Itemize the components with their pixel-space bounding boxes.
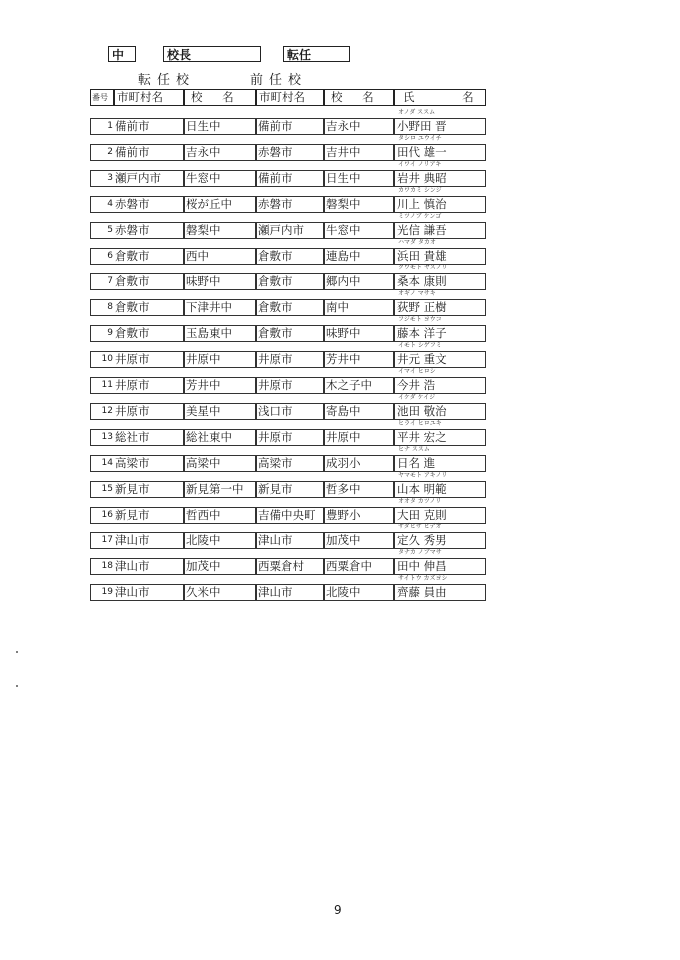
prev-city-cell: 新見市 [256,481,324,498]
prev-school-cell: 井原中 [324,429,394,446]
prev-city-cell: 備前市 [256,170,324,187]
prev-school-cell: 郷内中 [324,273,394,290]
prev-city-cell: 浅口市 [256,403,324,420]
new-school-cell: 総社東中 [184,429,256,446]
col-header-prev-school: 校 名 [324,89,394,106]
prev-school-cell: 加茂中 [324,532,394,549]
new-school-cell: 牛窓中 [184,170,256,187]
name-reading: オギノ マサキ [398,290,436,298]
new-city-cell: 津山市 [114,558,184,575]
table-row [90,134,486,161]
name-reading: タシロ ユウイチ [398,134,442,142]
previous-school-heading: 前任校 [250,73,308,88]
page-number: 9 [334,903,342,917]
name-reading: サイトウ カズヨシ [398,575,448,583]
name-cell: 井元 重文 [394,351,486,368]
new-city-cell: 赤磐市 [114,222,184,239]
prev-school-cell: 北陵中 [324,584,394,601]
prev-school-cell: 味野中 [324,325,394,342]
name-reading: オオタ カツノリ [398,497,442,505]
new-school-cell: 磐梨中 [184,222,256,239]
new-city-cell: 備前市 [114,144,184,161]
new-school-cell: 吉永中 [184,144,256,161]
prev-city-cell: 西粟倉村 [256,558,324,575]
new-city-cell: 津山市 [114,532,184,549]
prev-school-cell: 連島中 [324,248,394,265]
table-row [90,497,486,524]
table-row [90,342,486,368]
new-school-cell: 久米中 [184,584,256,601]
new-city-cell: 新見市 [114,507,184,524]
new-city-cell: 赤磐市 [114,196,184,213]
row-number: 10 [90,351,114,368]
new-city-cell: 井原市 [114,351,184,368]
prev-city-cell: 倉敷市 [256,273,324,290]
new-school-cell: 日生中 [184,118,256,135]
name-cell: 池田 敬治 [394,403,486,420]
prev-city-cell: 高梁市 [256,455,324,472]
row-number: 13 [90,429,114,446]
row-number: 1 [90,118,114,135]
name-cell: 荻野 正樹 [394,299,486,316]
prev-school-cell: 成羽小 [324,455,394,472]
new-city-cell: 倉敷市 [114,325,184,342]
new-school-cell: 新見第一中 [184,481,256,498]
row-number: 6 [90,248,114,265]
table-row [90,316,486,342]
name-cell: 光信 謙吾 [394,222,486,239]
name-reading: イワイ ノリアキ [398,160,442,168]
prev-school-cell: 木之子中 [324,377,394,394]
new-school-cell: 高梁中 [184,455,256,472]
col-header-number: 番号 [90,89,114,106]
row-number: 12 [90,403,114,420]
prev-city-cell: 倉敷市 [256,248,324,265]
table-row [90,264,486,290]
row-number: 3 [90,170,114,187]
school-type-box: 中 [108,46,136,62]
new-city-cell: 井原市 [114,403,184,420]
new-school-cell: 玉島東中 [184,325,256,342]
table-row [90,290,486,316]
row-number: 18 [90,558,114,575]
name-reading: カワカミ シンジ [398,186,442,194]
table-row [90,160,486,187]
prev-school-cell: 寄島中 [324,403,394,420]
row-number: 17 [90,532,114,549]
new-city-cell: 倉敷市 [114,299,184,316]
new-city-cell: 備前市 [114,118,184,135]
new-school-cell: 桜が丘中 [184,196,256,213]
prev-city-cell: 赤磐市 [256,196,324,213]
name-cell: 平井 宏之 [394,429,486,446]
table-row [90,186,486,213]
table-row [90,471,486,498]
table-row [90,419,486,446]
prev-school-cell: 吉永中 [324,118,394,135]
name-reading: ハマダ タカオ [398,238,436,246]
scan-speck [16,685,18,687]
table-row [90,109,486,135]
col-header-prev-city: 市町村名 [256,89,324,106]
name-cell: 田中 伸昌 [394,558,486,575]
table-row [90,212,486,239]
row-number: 14 [90,455,114,472]
name-reading: ミツノブ ケンゴ [398,212,442,220]
name-reading: ヤマモト アキノリ [398,471,448,479]
prev-city-cell: 倉敷市 [256,325,324,342]
new-city-cell: 高梁市 [114,455,184,472]
new-city-cell: 瀬戸内市 [114,170,184,187]
name-cell: 小野田 晋 [394,118,486,135]
prev-school-cell: 西粟倉中 [324,558,394,575]
scan-speck [16,651,18,653]
new-city-cell: 新見市 [114,481,184,498]
new-city-cell: 倉敷市 [114,248,184,265]
prev-city-cell: 赤磐市 [256,144,324,161]
col-header-new-school: 校 名 [184,89,256,106]
prev-city-cell: 津山市 [256,532,324,549]
prev-city-cell: 倉敷市 [256,299,324,316]
prev-city-cell: 瀬戸内市 [256,222,324,239]
col-header-new-city: 市町村名 [114,89,184,106]
name-reading: タナカ ノブマサ [398,549,442,557]
name-reading: イマイ ヒロシ [398,368,436,375]
name-cell: 山本 明範 [394,481,486,498]
prev-city-cell: 備前市 [256,118,324,135]
name-reading: クワモト ヤスノリ [398,264,448,272]
prev-school-cell: 豊野小 [324,507,394,524]
name-cell: 川上 慎治 [394,196,486,213]
table-row [90,393,486,420]
new-school-cell: 西中 [184,248,256,265]
action-box: 転任 [283,46,350,62]
name-reading: ヒナ ススム [398,445,430,453]
name-reading: イケダ ケイジ [398,393,436,401]
name-cell: 今井 浩 [394,377,486,394]
prev-city-cell: 津山市 [256,584,324,601]
new-school-cell: 下津井中 [184,299,256,316]
row-number: 11 [90,377,114,394]
name-cell: 日名 進 [394,455,486,472]
prev-school-cell: 牛窓中 [324,222,394,239]
row-number: 7 [90,273,114,290]
table-row [90,368,486,394]
new-school-cell: 芳井中 [184,377,256,394]
table-row [90,575,486,601]
col-header-name: 氏 名 [394,89,486,106]
new-school-heading: 転任校 [138,73,196,88]
prev-school-cell: 日生中 [324,170,394,187]
prev-city-cell: 井原市 [256,429,324,446]
new-school-cell: 井原中 [184,351,256,368]
name-cell: 田代 雄一 [394,144,486,161]
new-city-cell: 総社市 [114,429,184,446]
prev-school-cell: 磐梨中 [324,196,394,213]
name-cell: 桑本 康則 [394,273,486,290]
name-reading: ヒライ ヒロユキ [398,419,442,427]
table-row [90,445,486,472]
row-number: 8 [90,299,114,316]
row-number: 9 [90,325,114,342]
row-number: 4 [90,196,114,213]
row-number: 15 [90,481,114,498]
new-school-cell: 北陵中 [184,532,256,549]
name-reading: オノダ ススム [398,109,436,116]
new-school-cell: 加茂中 [184,558,256,575]
new-school-cell: 味野中 [184,273,256,290]
new-city-cell: 倉敷市 [114,273,184,290]
name-cell: 定久 秀男 [394,532,486,549]
name-reading: イモト シゲフミ [398,342,442,350]
name-cell: 浜田 貴雄 [394,248,486,265]
row-number: 19 [90,584,114,601]
name-reading: サダヒサ ヒデオ [398,523,442,531]
row-number: 16 [90,507,114,524]
row-number: 5 [90,222,114,239]
prev-city-cell: 吉備中央町 [256,507,324,524]
name-cell: 齊藤 員由 [394,584,486,601]
new-city-cell: 津山市 [114,584,184,601]
name-reading: フジモト ヨウコ [398,316,442,324]
prev-school-cell: 哲多中 [324,481,394,498]
name-cell: 大田 克則 [394,507,486,524]
new-school-cell: 美星中 [184,403,256,420]
table-row [90,549,486,575]
name-cell: 藤本 洋子 [394,325,486,342]
new-school-cell: 哲西中 [184,507,256,524]
position-box: 校長 [163,46,261,62]
prev-school-cell: 芳井中 [324,351,394,368]
prev-school-cell: 南中 [324,299,394,316]
prev-school-cell: 吉井中 [324,144,394,161]
table-row [90,238,486,265]
name-cell: 岩井 典昭 [394,170,486,187]
prev-city-cell: 井原市 [256,351,324,368]
table-row [90,523,486,549]
new-city-cell: 井原市 [114,377,184,394]
row-number: 2 [90,144,114,161]
prev-city-cell: 井原市 [256,377,324,394]
